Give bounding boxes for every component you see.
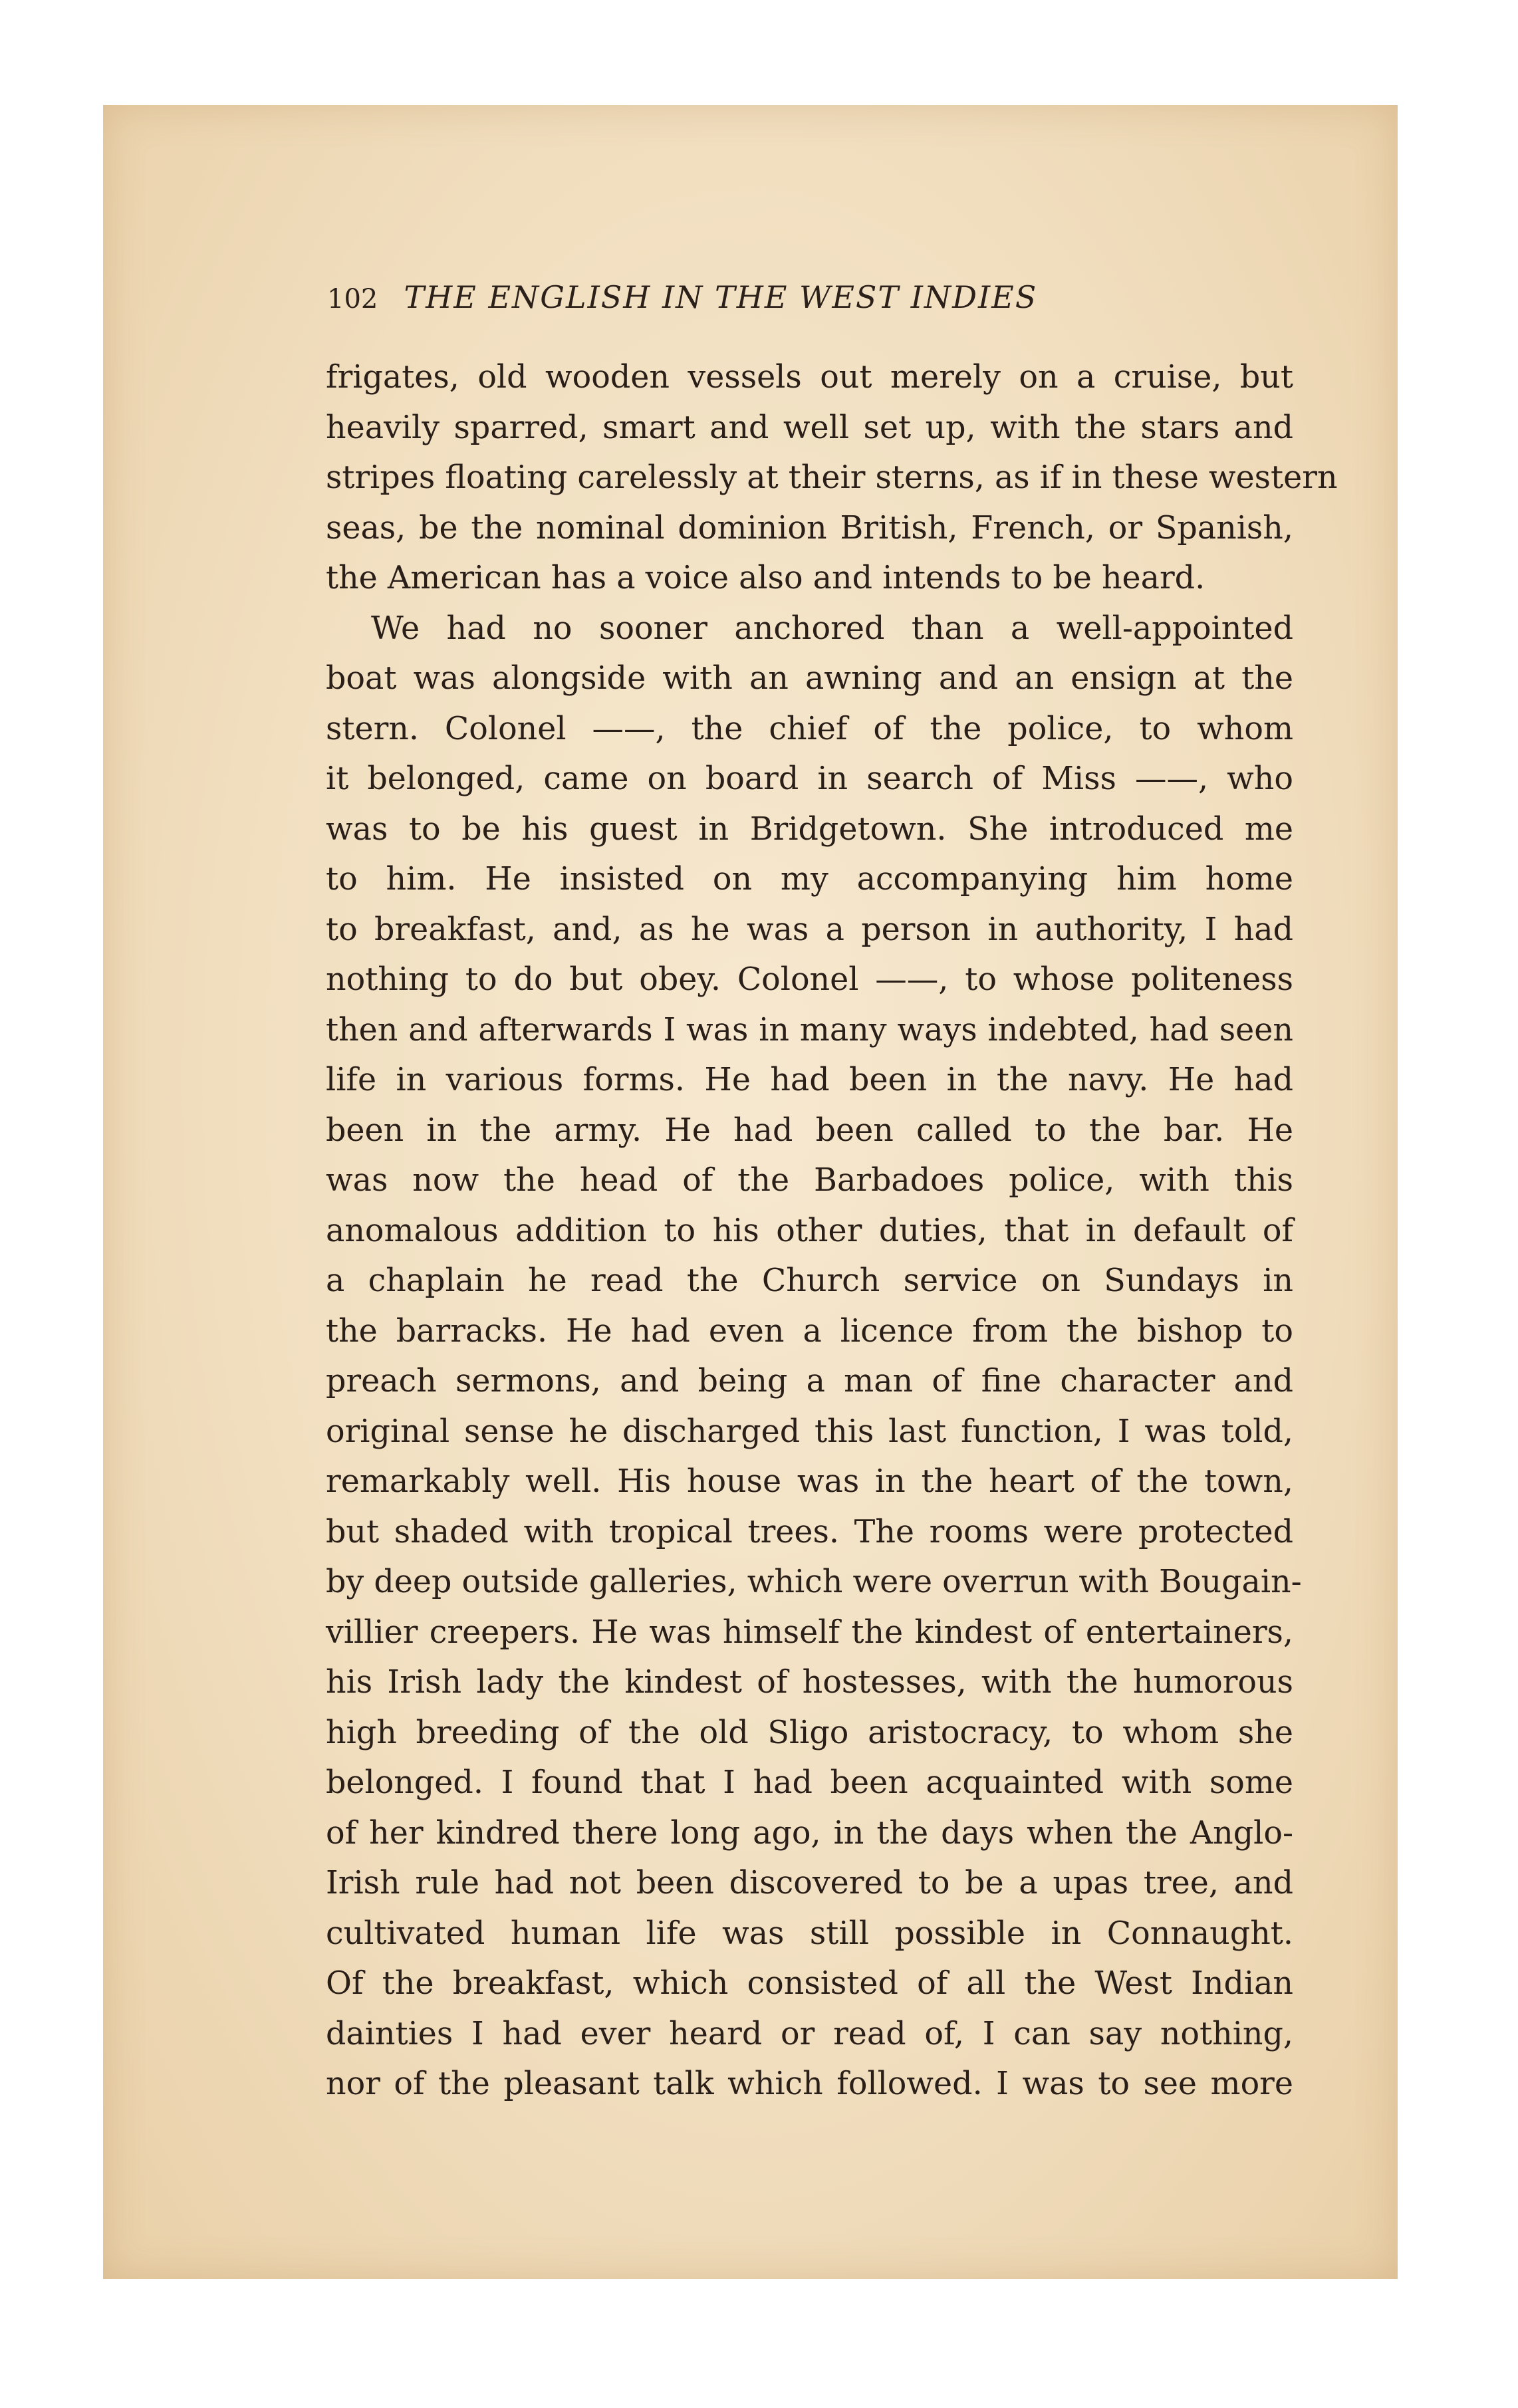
text-line: it belonged, came on board in search of Miss ——, who — [326, 761, 1293, 797]
text-line: was to be his guest in Bridgetown. She introduced me — [326, 810, 1293, 848]
text-line: the barracks. He had even a licence from the bishop to — [326, 1312, 1293, 1350]
text-line: Of the breakfast, which consisted of all the West Indian — [326, 1965, 1293, 2002]
text-line: to him. He insisted on my accompanying him home — [326, 861, 1293, 898]
text-line: stripes floating carelessly at their sterns, as if in these western — [326, 459, 1338, 496]
running-title: THE ENGLISH IN THE WEST INDIES — [404, 279, 1038, 315]
text-line: his Irish lady the kindest of hostesses, with the humorous — [326, 1664, 1293, 1701]
text-line: then and afterwards I was in many ways indebted, had seen — [326, 1011, 1293, 1048]
text-line: but shaded with tropical trees. The rooms were protected — [326, 1513, 1293, 1550]
text-line: We had no sooner anchored than a well-appointed — [371, 610, 1293, 647]
page-number: 102 — [327, 284, 378, 314]
text-line: the American has a voice also and intends to be heard. — [326, 560, 1205, 596]
text-line: stern. Colonel ——, the chief of the police, to whom — [326, 710, 1293, 747]
page-header — [327, 279, 1192, 332]
text-line: boat was alongside with an awning and an ensign at the — [326, 660, 1293, 697]
text-line: been in the army. He had been called to the bar. He — [326, 1112, 1293, 1149]
text-line: heavily sparred, smart and well set up, with the stars and — [326, 409, 1293, 446]
text-line: preach sermons, and being a man of fine character and — [326, 1363, 1293, 1399]
text-line: of her kindred there long ago, in the days when the Anglo- — [326, 1814, 1293, 1852]
text-line: nor of the pleasant talk which followed. I was to see more — [326, 2066, 1293, 2102]
text-line: seas, be the nominal dominion British, French, or Spanish, — [326, 509, 1293, 546]
body-text — [326, 352, 1338, 2109]
text-line: life in various forms. He had been in the navy. He had — [326, 1062, 1293, 1098]
text-line: original sense he discharged this last function, I was told, — [326, 1413, 1293, 1450]
text-line: Irish rule had not been discovered to be a upas tree, and — [326, 1865, 1293, 1901]
text-line: belonged. I found that I had been acquainted with some — [326, 1764, 1293, 1801]
text-line: anomalous addition to his other duties, that in default of — [326, 1212, 1293, 1249]
text-line: villier creepers. He was himself the kindest of entertainers, — [326, 1614, 1293, 1651]
text-line: remarkably well. His house was in the heart of the town, — [326, 1463, 1293, 1500]
text-line: cultivated human life was still possible in Connaught. — [326, 1915, 1293, 1952]
text-line: high breeding of the old Sligo aristocracy, to whom she — [326, 1714, 1293, 1751]
text-line: was now the head of the Barbadoes police, with this — [326, 1162, 1293, 1199]
text-line: dainties I had ever heard or read of, I can say nothing, — [326, 2015, 1293, 2052]
text-line: by deep outside galleries, which were overrun with Bougain- — [326, 1564, 1302, 1600]
text-line: nothing to do but obey. Colonel ——, to whose politeness — [326, 961, 1293, 998]
text-line: a chaplain he read the Church service on Sundays in — [326, 1263, 1293, 1299]
text-line: to breakfast, and, as he was a person in authority, I had — [326, 911, 1293, 948]
text-line: frigates, old wooden vessels out merely on a cruise, but — [326, 359, 1293, 396]
